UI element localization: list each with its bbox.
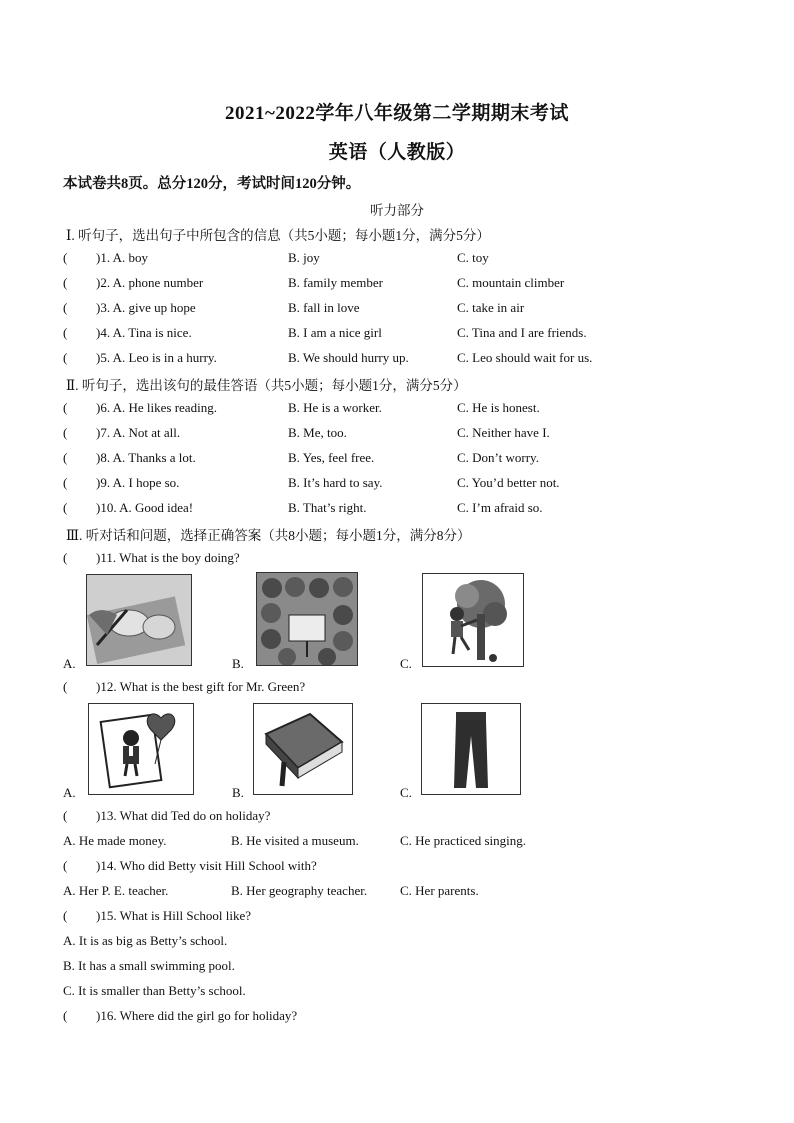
picture-book[interactable] [253, 703, 353, 795]
option-a: A. It is as big as Betty’s school. [63, 933, 228, 948]
question-option-b: B. It’s hard to say. [288, 475, 383, 490]
option-b: B. He visited a museum. [231, 833, 359, 848]
answer-paren[interactable]: ( [63, 550, 68, 565]
question-row [0, 808, 794, 828]
option-a: A. He made money. [63, 833, 167, 848]
answer-paren[interactable]: ( [63, 679, 68, 694]
question-row [0, 679, 794, 699]
question-row [0, 300, 794, 320]
question-option-a: )2. A. phone number [96, 275, 204, 290]
option-b: B. Her geography teacher. [231, 883, 368, 898]
option-c: C. Her parents. [400, 883, 479, 898]
question-row [0, 1008, 794, 1028]
part-heading: 听力部分 [370, 203, 424, 218]
question-option-a: )7. A. Not at all. [96, 425, 181, 440]
answer-paren[interactable]: ( [63, 250, 68, 265]
question-option-a: )3. A. give up hope [96, 300, 196, 315]
section-1-heading: Ⅰ. 听句子，选出句子中所包含的信息（共5小题；每小题1分，满分5分） [66, 228, 490, 243]
question-row [0, 275, 794, 295]
answer-paren[interactable]: ( [63, 300, 68, 315]
options-row [63, 833, 763, 853]
picture-market-stall[interactable] [256, 572, 358, 666]
answer-paren[interactable]: ( [63, 858, 68, 873]
question-option-c: C. toy [457, 250, 489, 265]
answer-paren[interactable]: ( [63, 475, 68, 490]
question-option-a: )10. A. Good idea! [96, 500, 194, 515]
answer-paren[interactable]: ( [63, 1008, 68, 1023]
exam-intro: 本试卷共8页。总分120分，考试时间120分钟。 [63, 176, 361, 192]
question-text: )15. What is Hill School like? [96, 908, 252, 923]
exam-title: 2021~2022学年八年级第二学期期末考试 [225, 103, 569, 124]
option-label-c: C. [400, 785, 412, 800]
question-row [0, 475, 794, 495]
option-a: A. Her P. E. teacher. [63, 883, 169, 898]
picture-climbing-tree[interactable] [422, 573, 524, 667]
question-text: )16. Where did the girl go for holiday? [96, 1008, 298, 1023]
question-option-c: C. Leo should wait for us. [457, 350, 593, 365]
option-c: C. He practiced singing. [400, 833, 526, 848]
question-row [0, 400, 794, 420]
question-text: )12. What is the best gift for Mr. Green? [96, 679, 306, 694]
option-label-a: A. [63, 656, 76, 671]
question-text: )13. What did Ted do on holiday? [96, 808, 271, 823]
answer-paren[interactable]: ( [63, 808, 68, 823]
question-text: )11. What is the boy doing? [96, 550, 240, 565]
section-2-heading: Ⅱ. 听句子，选出该句的最佳答语（共5小题；每小题1分，满分5分） [66, 378, 467, 393]
question-option-b: B. fall in love [288, 300, 360, 315]
answer-paren[interactable]: ( [63, 425, 68, 440]
question-option-a: )8. A. Thanks a lot. [96, 450, 196, 465]
picture-cutting-fruit[interactable] [86, 574, 192, 666]
question-option-c: C. He is honest. [457, 400, 540, 415]
section-3-heading: Ⅲ. 听对话和问题，选择正确答案（共8小题；每小题1分，满分8分） [66, 528, 471, 543]
question-option-c: C. Tina and I are friends. [457, 325, 587, 340]
question-option-c: C. You’d better not. [457, 475, 560, 490]
question-row [0, 858, 794, 878]
option-c: C. It is smaller than Betty’s school. [63, 983, 246, 998]
question-option-b: B. That’s right. [288, 500, 367, 515]
question-option-c: C. I’m afraid so. [457, 500, 543, 515]
answer-paren[interactable]: ( [63, 350, 68, 365]
option-label-a: A. [63, 785, 76, 800]
option-label-b: B. [232, 785, 244, 800]
option-label-b: B. [232, 656, 244, 671]
answer-paren[interactable]: ( [63, 400, 68, 415]
question-text: )14. Who did Betty visit Hill School with? [96, 858, 317, 873]
question-option-b: B. He is a worker. [288, 400, 382, 415]
question-option-c: C. take in air [457, 300, 525, 315]
question-option-a: )5. A. Leo is in a hurry. [96, 350, 217, 365]
question-option-c: C. Neither have I. [457, 425, 550, 440]
option-label-c: C. [400, 656, 412, 671]
question-option-b: B. We should hurry up. [288, 350, 409, 365]
question-option-b: B. I am a nice girl [288, 325, 382, 340]
question-row [0, 450, 794, 470]
question-option-a: )9. A. I hope so. [96, 475, 180, 490]
options-row [63, 883, 763, 903]
question-option-c: C. mountain climber [457, 275, 565, 290]
question-row [0, 350, 794, 370]
question-option-b: B. family member [288, 275, 383, 290]
question-option-b: B. Yes, feel free. [288, 450, 375, 465]
exam-subtitle: 英语（人教版） [328, 142, 466, 163]
question-row [0, 500, 794, 520]
question-row [0, 250, 794, 270]
question-row [0, 550, 794, 570]
picture-greeting-card[interactable] [88, 703, 194, 795]
question-option-c: C. Don’t worry. [457, 450, 539, 465]
question-row [0, 325, 794, 345]
answer-paren[interactable]: ( [63, 325, 68, 340]
question-row [0, 908, 794, 928]
picture-trousers[interactable] [421, 703, 521, 795]
question-option-a: )1. A. boy [96, 250, 148, 265]
option-b: B. It has a small swimming pool. [63, 958, 235, 973]
question-option-b: B. joy [288, 250, 320, 265]
question-row [0, 425, 794, 445]
question-option-a: )6. A. He likes reading. [96, 400, 217, 415]
answer-paren[interactable]: ( [63, 500, 68, 515]
answer-paren[interactable]: ( [63, 275, 68, 290]
question-option-a: )4. A. Tina is nice. [96, 325, 192, 340]
answer-paren[interactable]: ( [63, 908, 68, 923]
answer-paren[interactable]: ( [63, 450, 68, 465]
question-option-b: B. Me, too. [288, 425, 347, 440]
